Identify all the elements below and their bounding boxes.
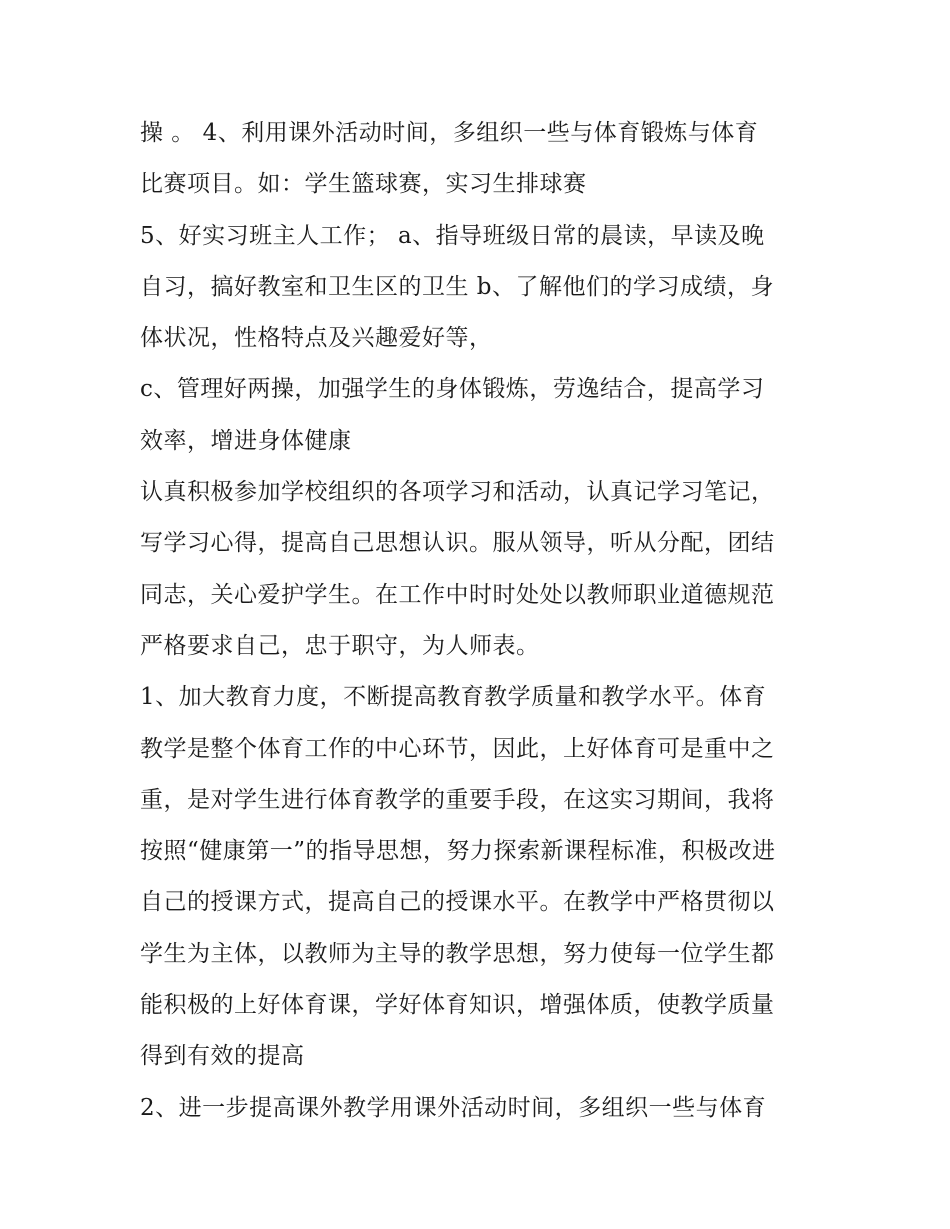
text-line: 比赛项目。如：学生篮球赛，实习生排球赛 bbox=[140, 171, 587, 198]
text-line: 教学是整个体育工作的中心环节，因此，上好体育可是重中之 bbox=[140, 735, 775, 762]
text-line: c、管理好两操，加强学生的身体锻炼，劳逸结合，提高学习 bbox=[140, 376, 765, 403]
text-line: 操 。 4、利用课外活动时间，多组织一些与体育锻炼与体育 bbox=[140, 120, 759, 146]
text-line: 自习，搞好教室和卫生区的卫生 b、了解他们的学习成绩，身 bbox=[140, 273, 775, 300]
text-line: 效率，增进身体健康 bbox=[140, 427, 352, 454]
text-line: 自己的授课方式，提高自己的授课水平。在教学中严格贯彻以 bbox=[140, 889, 775, 916]
text-line: 体状况，性格特点及兴趣爱好等， bbox=[140, 325, 493, 352]
text-line: 得到有效的提高 bbox=[140, 1043, 305, 1070]
text-line: 认真积极参加学校组织的各项学习和活动，认真记学习笔记， bbox=[140, 479, 775, 506]
document-body bbox=[140, 108, 830, 1134]
text-line: 按照“健康第一”的指导思想，努力探索新课程标准，积极改进 bbox=[140, 838, 776, 865]
text-line: 2、进一步提高课外教学用课外活动时间，多组织一些与体育 bbox=[140, 1094, 767, 1121]
text-line: 能积极的上好体育课，学好体育知识，增强体质，使教学质量 bbox=[140, 992, 775, 1019]
text-line: 学生为主体，以教师为主导的教学思想，努力使每一位学生都 bbox=[140, 940, 775, 967]
text-line: 同志，关心爱护学生。在工作中时时处处以教师职业道德规范 bbox=[140, 581, 775, 608]
text-line: 严格要求自己，忠于职守，为人师表。 bbox=[140, 632, 540, 659]
text-line: 写学习心得，提高自己思想认识。服从领导，听从分配，团结 bbox=[140, 530, 775, 557]
text-line: 1、加大教育力度，不断提高教育教学质量和教学水平。体育 bbox=[140, 684, 767, 711]
text-line: 5、好实习班主人工作； a、指导班级日常的晨读，早读及晚 bbox=[140, 222, 765, 249]
text-line: 重，是对学生进行体育教学的重要手段，在这实习期间，我将 bbox=[140, 786, 775, 813]
